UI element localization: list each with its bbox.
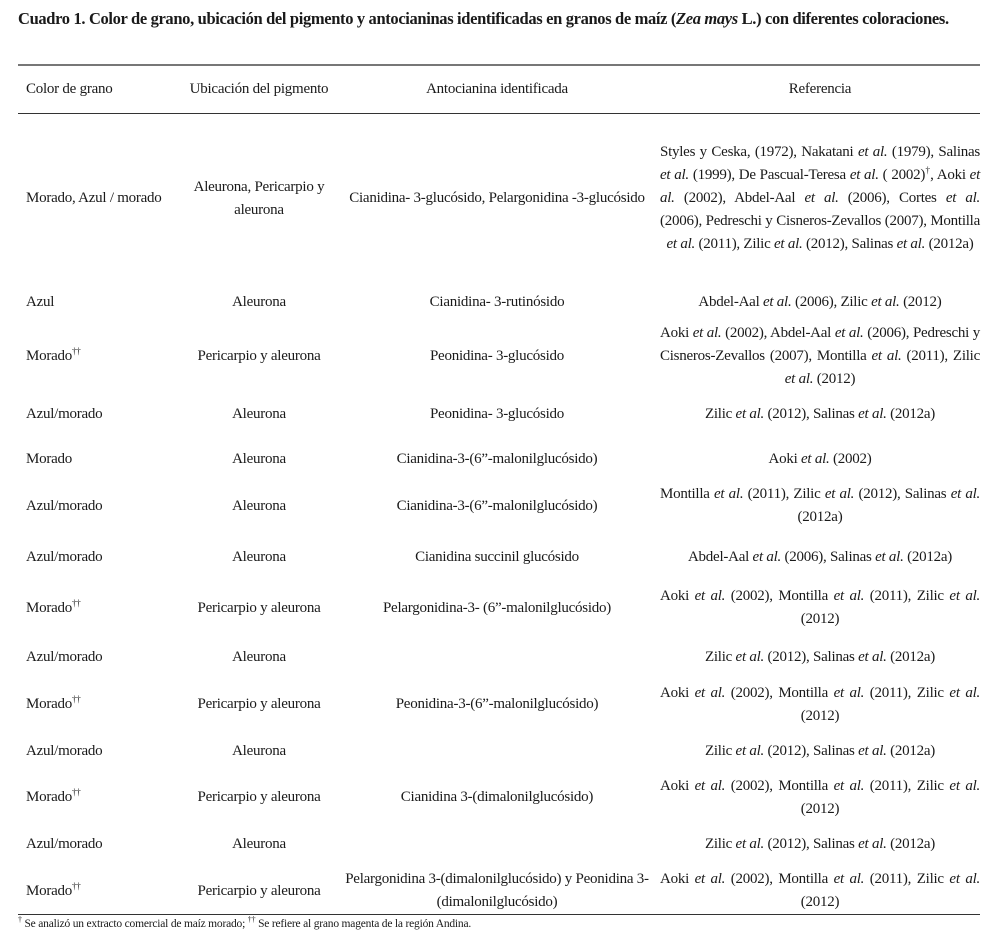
table-row [18,821,980,868]
cell-color: Morado†† [26,880,81,899]
cell-ubicacion: Aleurona, Pericarpio y aleurona [193,178,325,218]
caption-text: Color de grano, ubicación del pigmento y antocianinas identificadas en granos de maíz ( [88,9,677,28]
table-row [18,728,980,774]
cell-referencia: Aoki et al. (2002), Abdel-Aal et al. (2006), Pedreschi y Cisneros-Zevallos (2007), Montilla et al. (2011), Zilic et al. (2012) [660,324,980,387]
cell-antocianina: Peonidina- 3-glucósido [429,347,565,364]
table-row [18,681,980,728]
cell-referencia: Zilic et al. (2012), Salinas et al. (2012a) [704,836,936,852]
cell-color: Morado†† [26,345,81,364]
cell-antocianina: Peonidina-3-(6”-malonilglucósido) [395,696,599,712]
table-row [18,774,980,821]
header-antocianina: Antocianina identificada [426,80,568,97]
cell-color: Morado†† [26,597,81,616]
table-row [18,583,980,633]
caption-species: Zea mays [676,9,738,28]
caption-label: Cuadro 1. [18,9,86,28]
cell-ubicacion: Aleurona [232,648,286,665]
anthocyanin-table [18,64,980,915]
cell-antocianina: Cianidina-3-(6”-malonilglucósido) [396,451,598,467]
cell-ubicacion: Aleurona [232,836,286,852]
table-row [18,531,980,583]
cell-antocianina [338,821,656,868]
cell-antocianina: Pelargonidina 3-(dimalonilglucósido) y Peonidina 3-(dimalonilglucósido) [345,871,649,910]
table-row [18,481,980,531]
cell-color: Azul [26,294,55,310]
table-row [18,438,980,481]
table-row [18,633,980,681]
cell-color: Morado [26,451,72,467]
cell-color: Azul/morado [26,406,103,422]
table-header-row [18,65,980,113]
cell-referencia: Zilic et al. (2012), Salinas et al. (2012a) [704,742,936,759]
table-footnote: † Se analizó un extracto comercial de maíz morado; †† Se refiere al grano magenta de la región Andina. [18,915,472,930]
cell-antocianina: Cianidina- 3-glucósido, Pelargonidina -3-glucósido [349,190,645,207]
cell-antocianina: Cianidina 3-(dimalonilglucósido) [400,789,594,805]
cell-ubicacion: Aleurona [232,742,286,759]
cell-referencia: Zilic et al. (2012), Salinas et al. (2012a) [704,648,936,665]
cell-antocianina [338,633,656,681]
cell-ubicacion: Aleurona [232,294,286,310]
cell-antocianina: Cianidina succinil glucósido [415,548,579,565]
cell-color: Azul/morado [26,648,103,665]
cell-ubicacion: Aleurona [232,497,286,514]
cell-ubicacion: Pericarpio y aleurona [197,696,321,712]
cell-antocianina [338,728,656,774]
table-row [18,284,980,321]
cell-color: Azul/morado [26,497,103,514]
table-caption [18,5,993,32]
table-row [18,868,980,915]
cell-color: Azul/morado [26,742,103,759]
table-row [18,113,980,284]
cell-antocianina: Cianidina- 3-rutinósido [429,294,565,310]
header-ubicacion: Ubicación del pigmento [189,80,329,97]
cell-ubicacion: Pericarpio y aleurona [197,599,321,616]
cell-referencia: Aoki et al. (2002), Montilla et al. (2011), Zilic et al. (2012) [660,871,980,910]
cell-referencia: Styles y Ceska, (1972), Nakatani et al. (1979), Salinas et al. (1999), De Pascual-Teresa et al. ( 2002)†, Aoki et al. (2002), Abdel-Aal et al. (2006), Cortes et al. (2006), Pedreschi y Cisneros-Zevallos (2007), Montilla et al. (2011), Zilic et al. (2012), Salinas et al. (2012a) [660,144,981,253]
table-row [18,321,980,391]
cell-antocianina: Cianidina-3-(6”-malonilglucósido) [396,497,598,514]
cell-ubicacion: Aleurona [232,451,286,467]
cell-antocianina: Peonidina- 3-glucósido [429,406,565,422]
cell-referencia: Abdel-Aal et al. (2006), Salinas et al. (2012a) [687,548,953,565]
cell-ubicacion: Pericarpio y aleurona [197,789,321,805]
cell-antocianina: Pelargonidina-3- (6”-malonilglucósido) [382,599,612,616]
cell-color: Morado, Azul / morado [26,190,162,207]
cell-referencia: Aoki et al. (2002), Montilla et al. (2011), Zilic et al. (2012) [660,588,980,627]
cell-color: Morado†† [26,787,81,805]
header-color: Color de grano [26,80,113,97]
cell-referencia: Zilic et al. (2012), Salinas et al. (2012a) [704,406,936,422]
cell-color: Morado†† [26,694,81,712]
cell-referencia: Aoki et al. (2002) [768,451,872,467]
caption-text-end: L.) con diferentes coloraciones. [737,9,949,28]
table-row [18,391,980,438]
cell-ubicacion: Pericarpio y aleurona [197,347,321,364]
cell-ubicacion: Aleurona [232,548,286,565]
cell-referencia: Aoki et al. (2002), Montilla et al. (2011), Zilic et al. (2012) [660,777,980,817]
cell-color: Azul/morado [26,548,103,565]
cell-ubicacion: Aleurona [232,406,286,422]
cell-ubicacion: Pericarpio y aleurona [197,882,321,899]
cell-referencia: Aoki et al. (2002), Montilla et al. (2011), Zilic et al. (2012) [660,684,980,724]
cell-referencia: Abdel-Aal et al. (2006), Zilic et al. (2012) [698,294,942,310]
header-referencia: Referencia [788,80,852,97]
cell-color: Azul/morado [26,836,103,852]
cell-referencia: Montilla et al. (2011), Zilic et al. (2012), Salinas et al. (2012a) [660,486,981,525]
